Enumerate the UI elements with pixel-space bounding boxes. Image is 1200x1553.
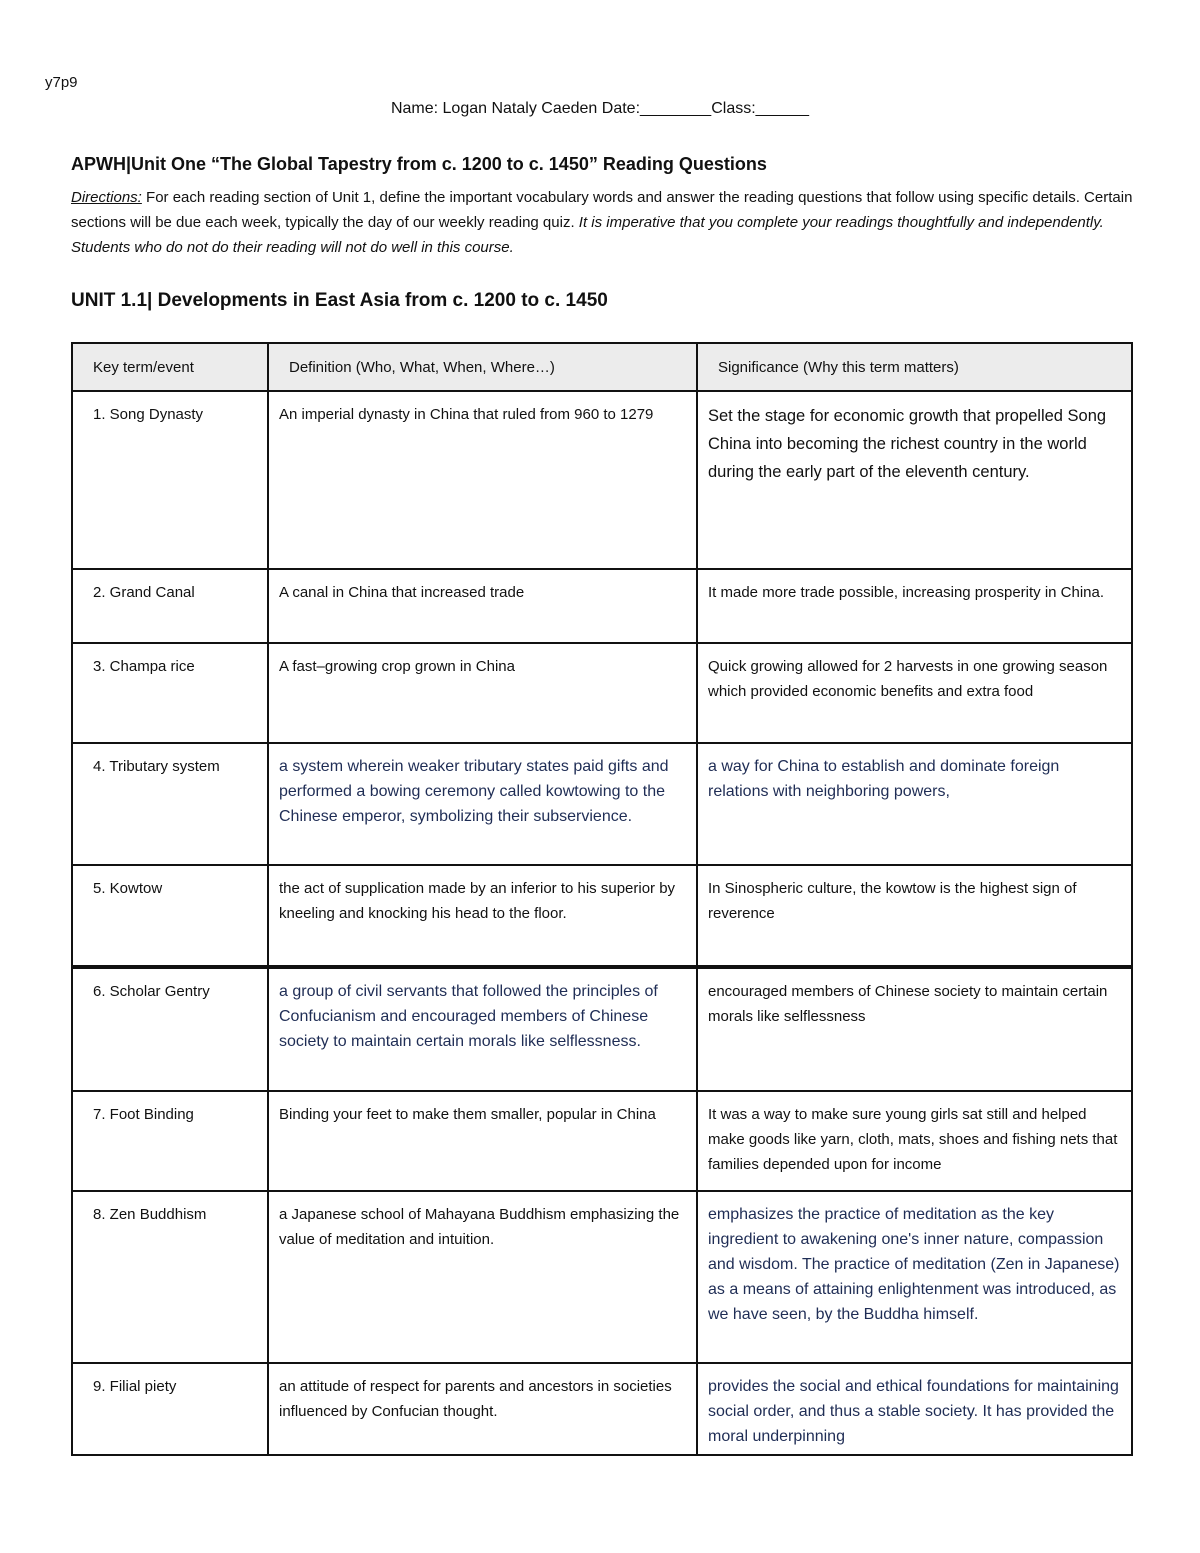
table-row bbox=[72, 643, 1132, 743]
table-row bbox=[72, 967, 1132, 1091]
significance-cell: It was a way to make sure young girls sat still and helped make goods like yarn, cloth, mats, shoes and fishing nets that families depended upon for income bbox=[697, 1091, 1132, 1191]
name-label: Name: bbox=[390, 100, 439, 117]
definition-cell: Binding your feet to make them smaller, popular in China bbox=[268, 1091, 697, 1191]
date-label: Date: bbox=[601, 100, 641, 117]
significance-cell: Quick growing allowed for 2 harvests in one growing season which provided economic benefits and extra food bbox=[697, 643, 1132, 743]
table-row bbox=[72, 743, 1132, 865]
definition-cell: a Japanese school of Mahayana Buddhism emphasizing the value of meditation and intuition. bbox=[268, 1191, 697, 1363]
class-blank: ______ bbox=[755, 100, 810, 117]
significance-cell: In Sinospheric culture, the kowtow is the highest sign of reverence bbox=[697, 865, 1132, 967]
table-row bbox=[72, 865, 1132, 967]
table-header-row bbox=[72, 343, 1132, 391]
term-cell: 1. Song Dynasty bbox=[72, 391, 268, 569]
term-cell: 9. Filial piety bbox=[72, 1363, 268, 1455]
directions bbox=[71, 185, 1141, 260]
table-row bbox=[72, 569, 1132, 643]
table-row bbox=[72, 1363, 1132, 1455]
name-value: Logan Nataly Caeden bbox=[442, 100, 598, 117]
term-cell: 5. Kowtow bbox=[72, 865, 268, 967]
vocabulary-table bbox=[71, 342, 1133, 1456]
significance-cell: emphasizes the practice of meditation as the key ingredient to awakening one's inner nature, compassion and wisdom. The practice of meditation (Zen in Japanese) as a means of attaining enlightenment was introduced, as we have seen, by the Buddha himself. bbox=[697, 1191, 1132, 1363]
directions-text: For each reading section of Unit 1, define the important vocabulary words and answer the reading questions that follow using specific details. Certain sections will be due each week, typically the day of our weekly reading quiz. bbox=[71, 189, 1133, 231]
definition-cell: the act of supplication made by an inferior to his superior by kneeling and knocking his head to the floor. bbox=[268, 865, 697, 967]
definition-cell: An imperial dynasty in China that ruled from 960 to 1279 bbox=[268, 391, 697, 569]
definition-cell: a system wherein weaker tributary states paid gifts and performed a bowing ceremony called kowtowing to the Chinese emperor, symbolizing their subservience. bbox=[268, 743, 697, 865]
significance-cell: It made more trade possible, increasing prosperity in China. bbox=[697, 569, 1132, 643]
directions-emphasis: It is imperative that you complete your readings thoughtfully and independently. Students who do not do their reading will not do well in this course. bbox=[71, 214, 1104, 256]
term-cell: 6. Scholar Gentry bbox=[72, 967, 268, 1091]
term-cell: 8. Zen Buddhism bbox=[72, 1191, 268, 1363]
significance-cell: encouraged members of Chinese society to maintain certain morals like selflessness bbox=[697, 967, 1132, 1091]
document-title: APWH|Unit One “The Global Tapestry from c. 1200 to c. 1450” Reading Questions bbox=[71, 154, 767, 174]
class-label: Class: bbox=[711, 100, 756, 117]
definition-cell: A fast–growing crop grown in China bbox=[268, 643, 697, 743]
significance-cell: Set the stage for economic growth that propelled Song China into becoming the richest country in the world during the early part of the eleventh century. bbox=[697, 391, 1132, 569]
corner-code: y7p9 bbox=[45, 74, 78, 91]
header-key-term: Key term/event bbox=[72, 343, 268, 391]
significance-cell: provides the social and ethical foundations for maintaining social order, and thus a stable society. It has provided the moral underpinning bbox=[697, 1363, 1132, 1455]
definition-cell: a group of civil servants that followed the principles of Confucianism and encouraged members of Chinese society to maintain certain morals like selflessness. bbox=[268, 967, 697, 1091]
table-row bbox=[72, 1091, 1132, 1191]
date-blank: ________ bbox=[640, 100, 712, 117]
term-cell: 3. Champa rice bbox=[72, 643, 268, 743]
significance-cell: a way for China to establish and dominate foreign relations with neighboring powers, bbox=[697, 743, 1132, 865]
section-title: UNIT 1.1| Developments in East Asia from c. 1200 to c. 1450 bbox=[71, 290, 608, 311]
table-row bbox=[72, 391, 1132, 569]
header-definition: Definition (Who, What, When, Where…) bbox=[268, 343, 697, 391]
directions-label: Directions: bbox=[71, 189, 142, 206]
term-cell: 2. Grand Canal bbox=[72, 569, 268, 643]
name-line bbox=[0, 100, 1200, 118]
term-cell: 4. Tributary system bbox=[72, 743, 268, 865]
header-significance: Significance (Why this term matters) bbox=[697, 343, 1132, 391]
definition-cell: A canal in China that increased trade bbox=[268, 569, 697, 643]
table-row bbox=[72, 1191, 1132, 1363]
definition-cell: an attitude of respect for parents and ancestors in societies influenced by Confucian thought. bbox=[268, 1363, 697, 1455]
term-cell: 7. Foot Binding bbox=[72, 1091, 268, 1191]
